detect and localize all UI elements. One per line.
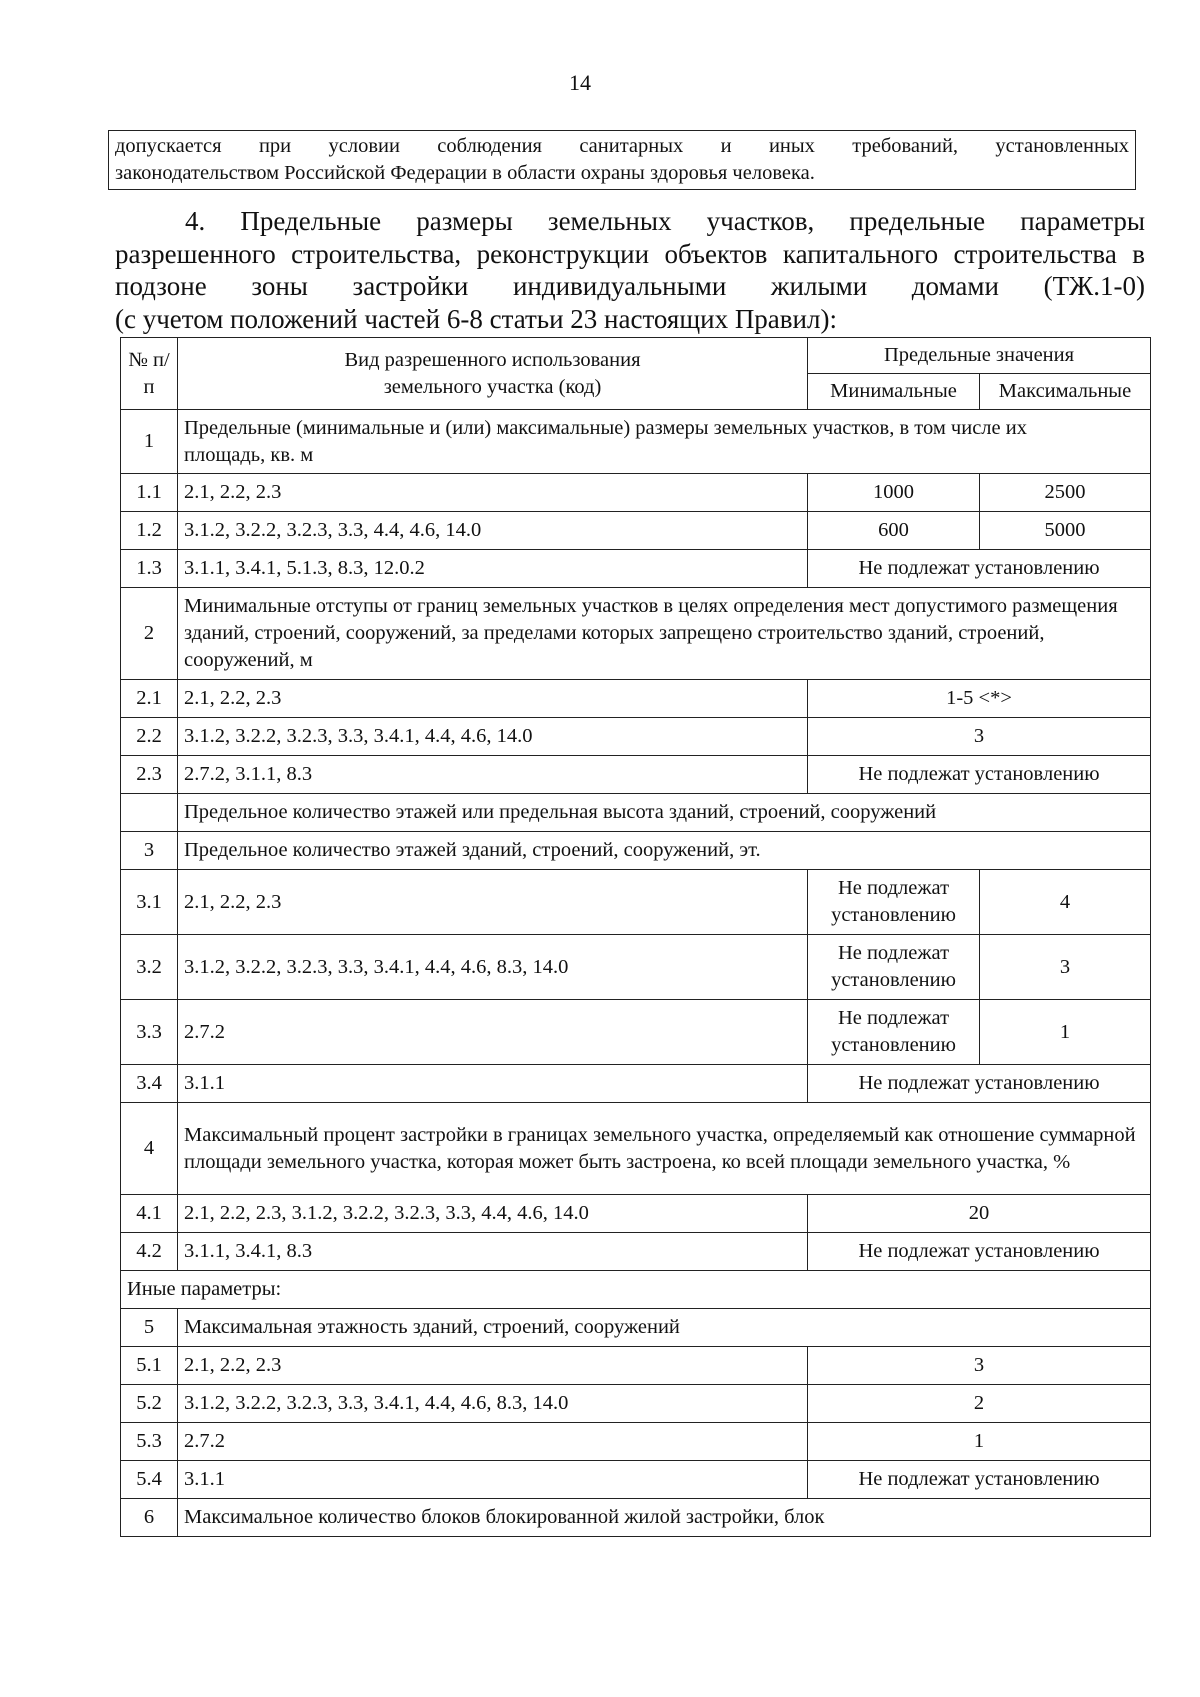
header-limits: Предельные значения [808, 338, 1151, 374]
table-row [121, 512, 1151, 550]
row-max: 4 [980, 870, 1151, 935]
section-heading [115, 205, 1145, 335]
row-num-empty [121, 794, 178, 832]
row-num: 1.1 [121, 474, 178, 512]
row-num: 3 [121, 832, 178, 870]
row-num: 3.4 [121, 1065, 178, 1103]
table-row [121, 832, 1151, 870]
row-num: 5.2 [121, 1385, 178, 1423]
table-row [121, 474, 1151, 512]
header-min: Минимальные [808, 374, 980, 410]
table-row [121, 1347, 1151, 1385]
table-row [121, 1461, 1151, 1499]
table-row [121, 718, 1151, 756]
table-row [121, 935, 1151, 1000]
row-text: Предельное количество этажей зданий, строений, сооружений, эт. [178, 832, 1151, 870]
row-num: 5.3 [121, 1423, 178, 1461]
row-value: 2 [808, 1385, 1151, 1423]
row-value: Не подлежат установлению [808, 1461, 1151, 1499]
row-num: 1 [121, 410, 178, 474]
row-use: 3.1.2, 3.2.2, 3.2.3, 3.3, 3.4.1, 4.4, 4.6, 8.3, 14.0 [178, 935, 808, 1000]
table-header-row [121, 338, 1151, 374]
header-max: Максимальные [980, 374, 1151, 410]
heading-line-2: разрешенного строительства, реконструкции объектов капитального строительства в [115, 238, 1145, 269]
table-row [121, 1195, 1151, 1233]
table-row [121, 1423, 1151, 1461]
table-row [121, 680, 1151, 718]
row-text: Максимальное количество блоков блокированной жилой застройки, блок [178, 1499, 1151, 1537]
row-min: Не подлежат установлению [808, 1000, 980, 1065]
other-params-label: Иные параметры: [121, 1271, 1151, 1309]
row-use: 3.1.1, 3.4.1, 5.1.3, 8.3, 12.0.2 [178, 550, 808, 588]
row-use: 2.7.2 [178, 1000, 808, 1065]
row-value: Не подлежат установлению [808, 1065, 1151, 1103]
row-min: 1000 [808, 474, 980, 512]
row-num: 2.2 [121, 718, 178, 756]
row-num: 2.1 [121, 680, 178, 718]
row-value: Не подлежат установлению [808, 1233, 1151, 1271]
table-row [121, 1271, 1151, 1309]
header-num: № п/п [121, 338, 178, 410]
table-row [121, 1233, 1151, 1271]
row-use: 3.1.2, 3.2.2, 3.2.3, 3.3, 4.4, 4.6, 14.0 [178, 512, 808, 550]
row-use: 2.7.2, 3.1.1, 8.3 [178, 756, 808, 794]
row-num: 5.1 [121, 1347, 178, 1385]
heading-line-4: (с учетом положений частей 6-8 статьи 23 настоящих Правил): [115, 303, 837, 334]
table-row [121, 794, 1151, 832]
row-text: Минимальные отступы от границ земельных участков в целях определения мест допустимого размещения зданий, строений, сооружений, за пределами которых запрещено строительство зданий, строений, сооружений, м [178, 588, 1151, 680]
row-num: 5 [121, 1309, 178, 1347]
row-max: 5000 [980, 512, 1151, 550]
row-use: 2.1, 2.2, 2.3 [178, 870, 808, 935]
row-text: Предельное количество этажей или предельная высота зданий, строений, сооружений [178, 794, 1151, 832]
row-use: 2.1, 2.2, 2.3 [178, 680, 808, 718]
table-row [121, 1103, 1151, 1195]
row-num: 6 [121, 1499, 178, 1537]
row-use: 3.1.1 [178, 1461, 808, 1499]
row-use: 2.7.2 [178, 1423, 808, 1461]
table-row [121, 756, 1151, 794]
row-num: 2.3 [121, 756, 178, 794]
row-num: 4.1 [121, 1195, 178, 1233]
header-use: Вид разрешенного использования земельного участка (код) [178, 338, 808, 410]
row-value: 20 [808, 1195, 1151, 1233]
table-row [121, 550, 1151, 588]
row-use: 3.1.1 [178, 1065, 808, 1103]
page-number: 14 [569, 70, 591, 95]
row-num: 3.1 [121, 870, 178, 935]
row-use: 3.1.2, 3.2.2, 3.2.3, 3.3, 3.4.1, 4.4, 4.6, 8.3, 14.0 [178, 1385, 808, 1423]
row-value: Не подлежат установлению [808, 756, 1151, 794]
row-use: 2.1, 2.2, 2.3 [178, 474, 808, 512]
row-use: 2.1, 2.2, 2.3, 3.1.2, 3.2.2, 3.2.3, 3.3, 4.4, 4.6, 14.0 [178, 1195, 808, 1233]
row-max: 1 [980, 1000, 1151, 1065]
row-use: 2.1, 2.2, 2.3 [178, 1347, 808, 1385]
row-use: 3.1.1, 3.4.1, 8.3 [178, 1233, 808, 1271]
intro-line-2: законодательством Российской Федерации в области охраны здоровья человека. [115, 162, 815, 184]
row-num: 3.2 [121, 935, 178, 1000]
row-text: Максимальная этажность зданий, строений, сооружений [178, 1309, 1151, 1347]
row-use: 3.1.2, 3.2.2, 3.2.3, 3.3, 3.4.1, 4.4, 4.6, 14.0 [178, 718, 808, 756]
table-row [121, 870, 1151, 935]
table-row [121, 1309, 1151, 1347]
table-row [121, 1385, 1151, 1423]
row-max: 2500 [980, 474, 1151, 512]
table-row [121, 1000, 1151, 1065]
row-num: 1.2 [121, 512, 178, 550]
row-value: Не подлежат установлению [808, 550, 1151, 588]
row-num: 3.3 [121, 1000, 178, 1065]
heading-line-1: 4. Предельные размеры земельных участков, предельные параметры [185, 206, 1145, 236]
table-row [121, 410, 1151, 474]
row-value: 3 [808, 718, 1151, 756]
table-row [121, 1065, 1151, 1103]
row-text: Предельные (минимальные и (или) максимальные) размеры земельных участков, в том числе их площадь, кв. м [178, 410, 1151, 474]
intro-box [108, 130, 1136, 190]
row-num: 1.3 [121, 550, 178, 588]
row-num: 5.4 [121, 1461, 178, 1499]
table-row [121, 1499, 1151, 1537]
limits-table [120, 337, 1151, 1537]
row-max: 3 [980, 935, 1151, 1000]
row-num: 2 [121, 588, 178, 680]
row-min: 600 [808, 512, 980, 550]
heading-line-3: подзоне зоны застройки индивидуальными жилыми домами (ТЖ.1-0) [115, 271, 1145, 301]
row-value: 1 [808, 1423, 1151, 1461]
table-row [121, 588, 1151, 680]
row-value: 1-5 <*> [808, 680, 1151, 718]
row-value: 3 [808, 1347, 1151, 1385]
row-min: Не подлежат установлению [808, 870, 980, 935]
row-text: Максимальный процент застройки в границах земельного участка, определяемый как отношение суммарной площади земельного участка, которая может быть застроена, ко всей площади земельного участка, % [178, 1103, 1151, 1195]
row-num: 4 [121, 1103, 178, 1195]
row-min: Не подлежат установлению [808, 935, 980, 1000]
row-num: 4.2 [121, 1233, 178, 1271]
intro-line-1: допускается при условии соблюдения санитарных и иных требований, установленных [115, 135, 1129, 157]
